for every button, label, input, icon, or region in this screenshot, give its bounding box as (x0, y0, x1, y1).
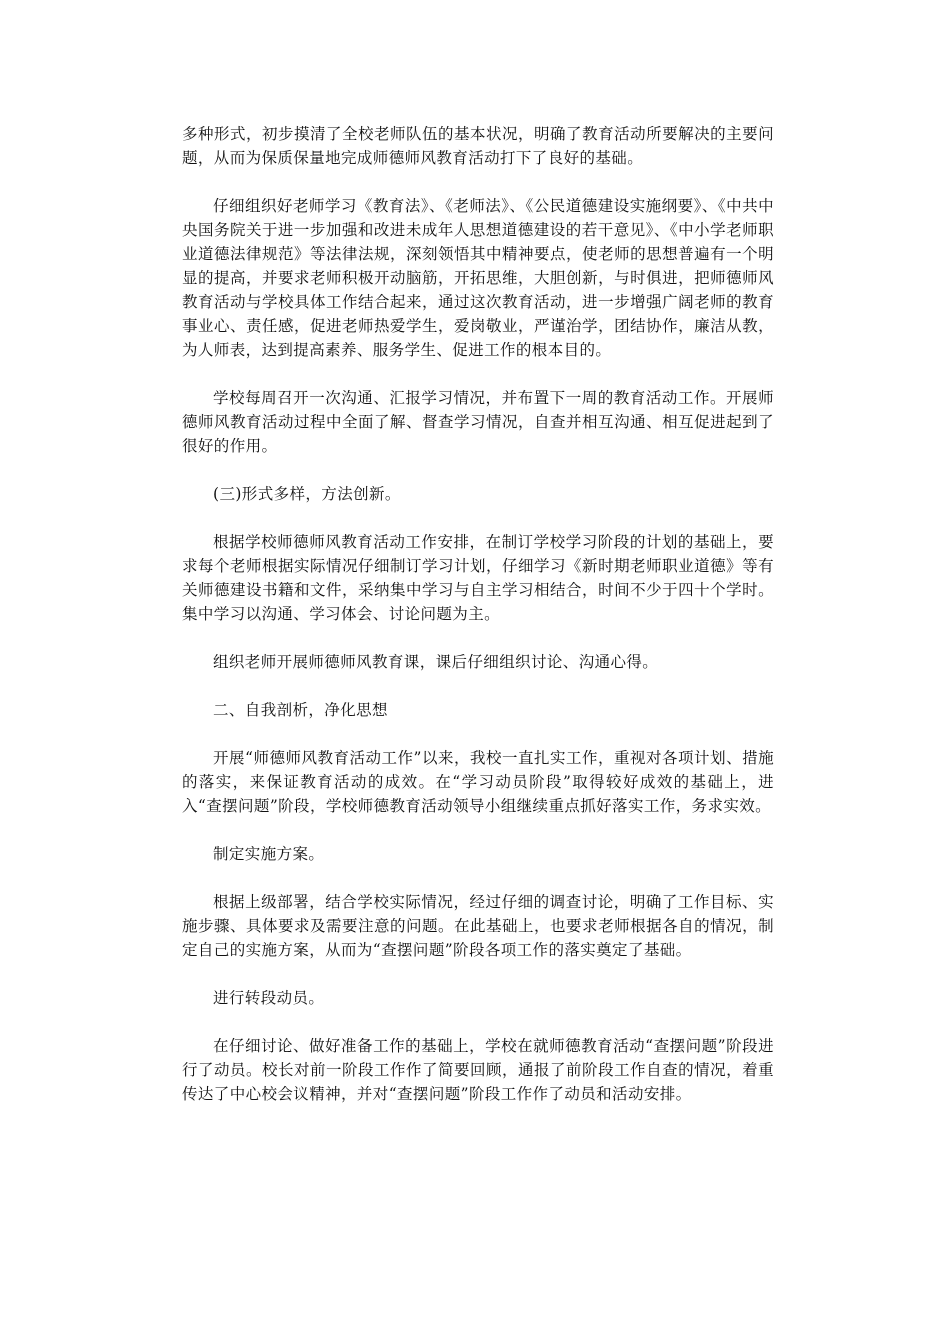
section-heading: 二、自我剖析，净化思想 (213, 701, 388, 719)
paragraph: 开展“师德师风教育活动工作”以来，我校一直扎实工作，重视对各项计划、措施的落实，来保证教育活动的成效。在“学习动员阶段”取得较好成效的基础上，进入“查摆问题”阶段，学校师德教育活动领导小组继续重点抓好落实工作，务求实效。 (182, 749, 774, 815)
paragraph-spacer (182, 1010, 774, 1034)
subheading: 进行转段动员。 (213, 989, 325, 1007)
document-page (182, 122, 774, 1106)
paragraph-spacer (182, 722, 774, 746)
paragraph: 组织老师开展师德师风教育课，课后仔细组织讨论、沟通心得。 (213, 653, 659, 671)
paragraph-spacer (182, 626, 774, 650)
paragraph: 学校每周召开一次沟通、汇报学习情况，并布置下一周的教育活动工作。开展师德师风教育活动过程中全面了解、督查学习情况，自查并相互沟通、相互促进起到了很好的作用。 (182, 389, 774, 455)
paragraph-spacer (182, 818, 774, 842)
paragraph-spacer (182, 170, 774, 194)
paragraph: 在仔细讨论、做好准备工作的基础上，学校在就师德教育活动“查摆问题”阶段进行了动员。校长对前一阶段工作作了简要回顾，通报了前阶段工作自查的情况，着重传达了中心校会议精神，并对“查摆问题”阶段工作作了动员和活动安排。 (182, 1037, 774, 1103)
paragraph: 根据上级部署，结合学校实际情况，经过仔细的调查讨论，明确了工作目标、实施步骤、具体要求及需要注意的问题。在此基础上，也要求老师根据各自的情况，制定自己的实施方案，从而为“查摆问题”阶段各项工作的落实奠定了基础。 (182, 893, 774, 959)
paragraph-spacer (182, 458, 774, 482)
paragraph: 根据学校师德师风教育活动工作安排，在制订学校学习阶段的计划的基础上，要求每个老师根据实际情况仔细制订学习计划，仔细学习《新时期老师职业道德》等有关师德建设书籍和文件，采纳集中学习与自主学习相结合，时间不少于四十个学时。集中学习以沟通、学习体会、讨论问题为主。 (182, 533, 774, 623)
paragraph-spacer (182, 962, 774, 986)
paragraph-spacer (182, 866, 774, 890)
section-heading: (三)形式多样，方法创新。 (213, 485, 401, 503)
paragraph-spacer (182, 362, 774, 386)
subheading: 制定实施方案。 (213, 845, 325, 863)
paragraph: 仔细组织好老师学习《教育法》、《老师法》、《公民道德建设实施纲要》、《中共中央国务院关于进一步加强和改进未成年人思想道德建设的若干意见》、《中小学老师职业道德法律规范》等法律法规，深刻领悟其中精神要点，使老师的思想普遍有一个明显的提高，并要求老师积极开动脑筋，开拓思维，大胆创新，与时俱进，把师德师风教育活动与学校具体工作结合起来，通过这次教育活动，进一步增强广阔老师的教育事业心、责任感，促进老师热爱学生，爱岗敬业，严谨治学，团结协作，廉洁从教，为人师表，达到提高素养、服务学生、促进工作的根本目的。 (182, 197, 774, 359)
paragraph-spacer (182, 506, 774, 530)
paragraph: 多种形式，初步摸清了全校老师队伍的基本状况，明确了教育活动所要解决的主要问题，从而为保质保量地完成师德师风教育活动打下了良好的基础。 (182, 125, 774, 167)
paragraph-spacer (182, 674, 774, 698)
